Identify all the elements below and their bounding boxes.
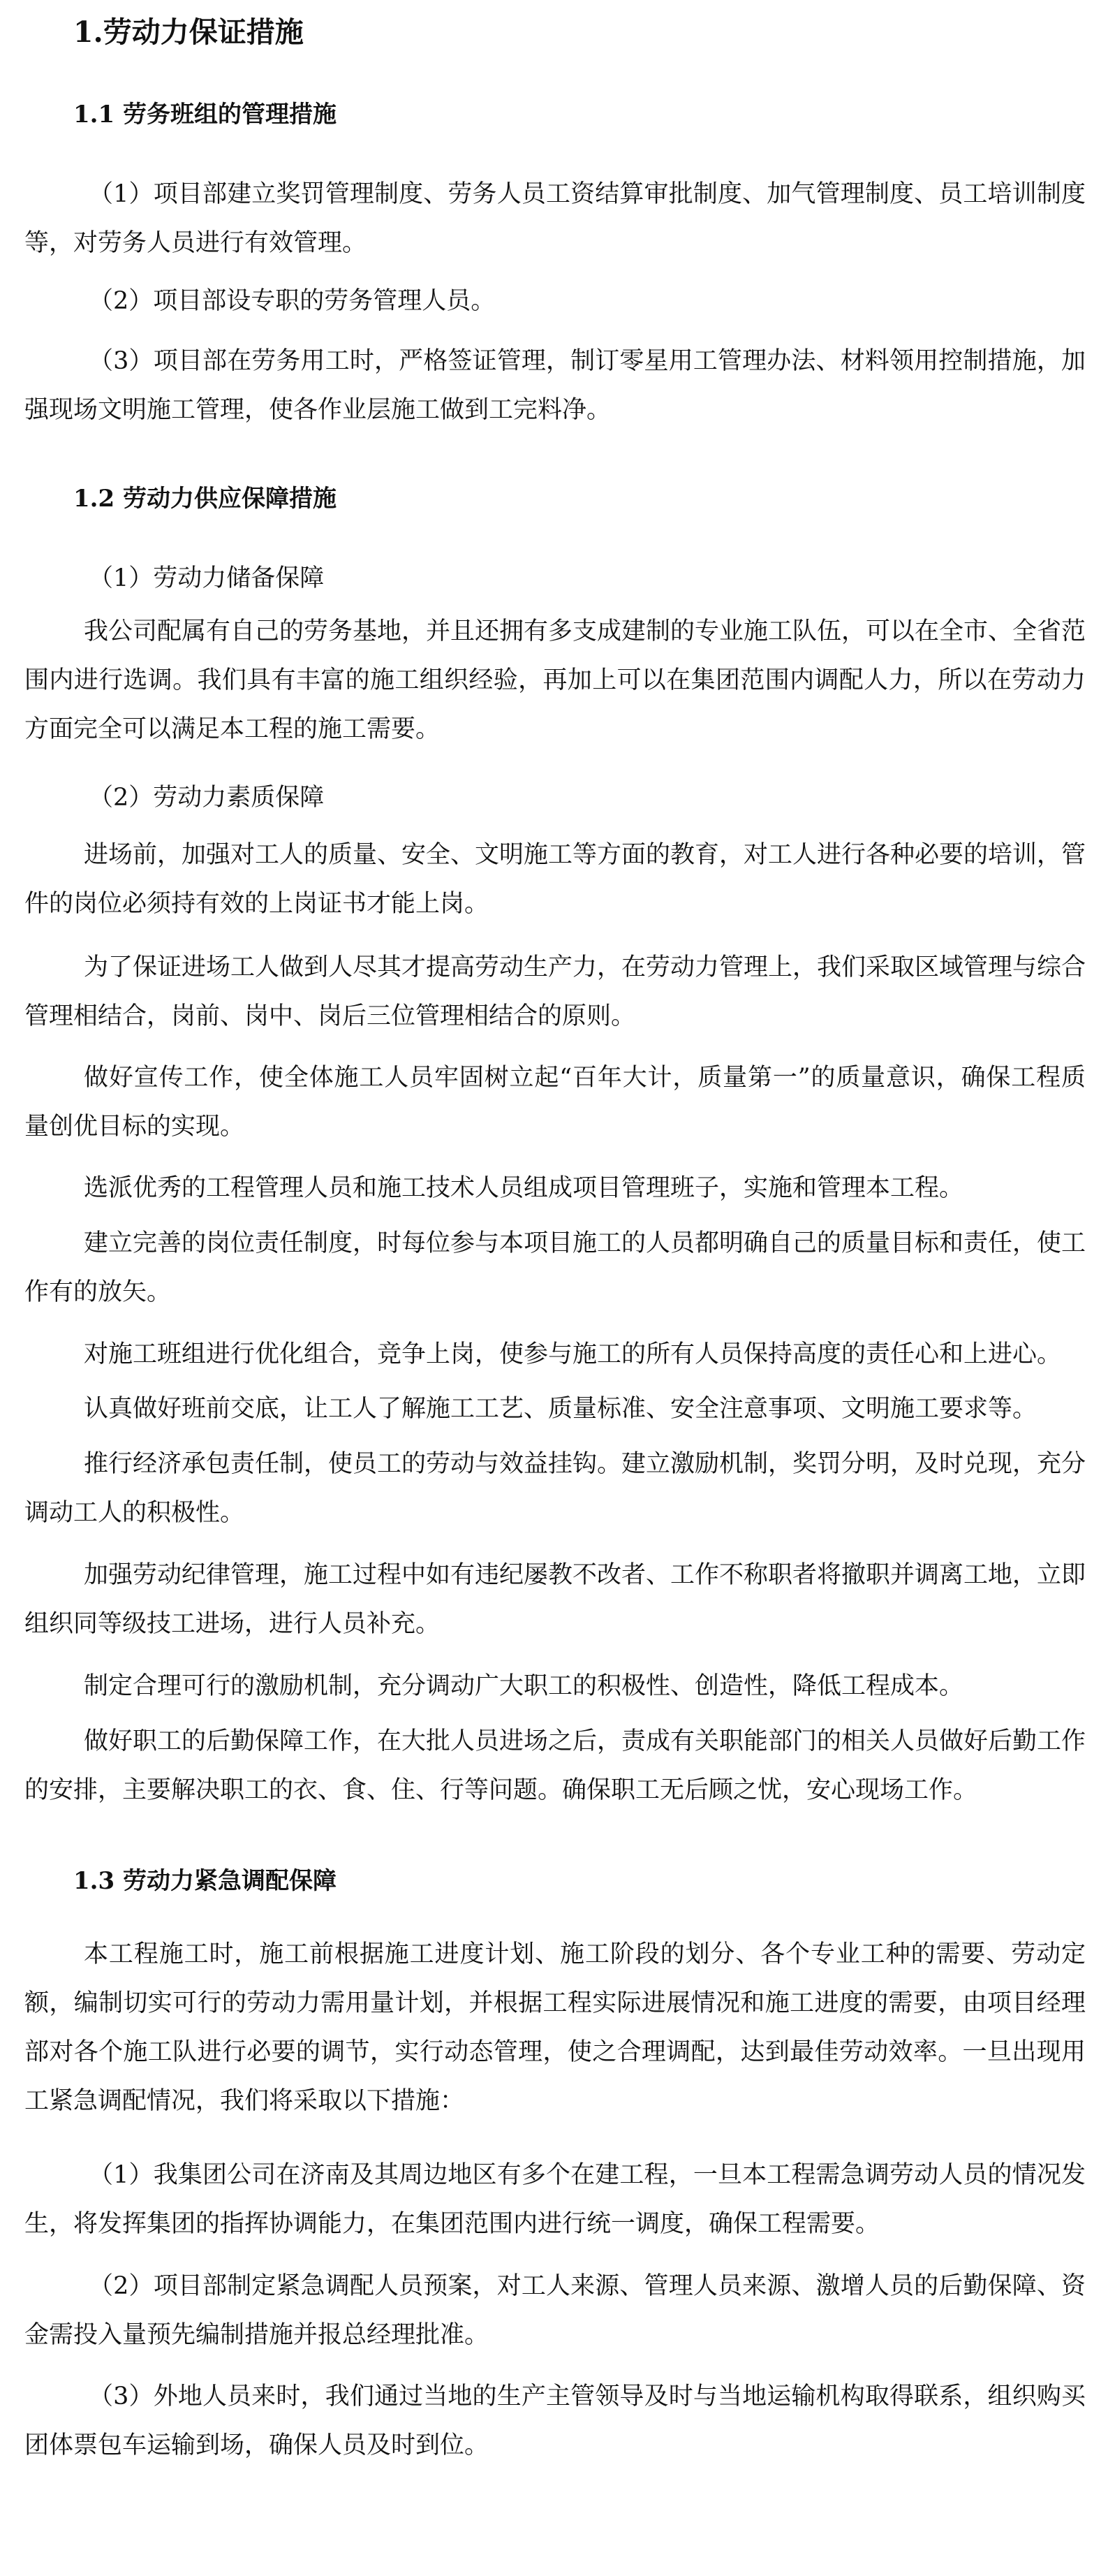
paragraph: 建立完善的岗位责任制度，时每位参与本项目施工的人员都明确自己的质量目标和责任，使工作有的放矢。: [24, 1229, 1086, 1306]
paragraph: （2）劳动力素质保障: [89, 784, 325, 812]
paragraph: （3）项目部在劳务用工时，严格签证管理，制订零星用工管理办法、材料领用控制措施，加强现场文明施工管理，使各作业层施工做到工完料净。: [24, 347, 1086, 424]
paragraph: （1）我集团公司在济南及其周边地区有多个在建工程，一旦本工程需急调劳动人员的情况发生，将发挥集团的指挥协调能力，在集团范围内进行统一调度，确保工程需要。: [24, 2161, 1086, 2238]
paragraph: 认真做好班前交底，让工人了解施工工艺、质量标准、安全注意事项、文明施工要求等。: [84, 1395, 1037, 1423]
paragraph: 我公司配属有自己的劳务基地，并且还拥有多支成建制的专业施工队伍，可以在全市、全省范围内进行选调。我们具有丰富的施工组织经验，再加上可以在集团范围内调配人力，所以在劳动力方面完全可以满足本工程的施工需要。: [24, 617, 1086, 743]
paragraph: 对施工班组进行优化组合，竞争上岗，使参与施工的所有人员保持高度的责任心和上进心。: [84, 1340, 1062, 1368]
paragraph: （2）项目部制定紧急调配人员预案，对工人来源、管理人员来源、激增人员的后勤保障、资金需投入量预先编制措施并报总经理批准。: [24, 2272, 1086, 2349]
paragraph: （2）项目部设专职的劳务管理人员。: [89, 287, 496, 315]
paragraph: （1）项目部建立奖罚管理制度、劳务人员工资结算审批制度、加气管理制度、员工培训制度等，对劳务人员进行有效管理。: [24, 180, 1086, 257]
paragraph: （3）外地人员来时，我们通过当地的生产主管领导及时与当地运输机构取得联系，组织购买团体票包车运输到场，确保人员及时到位。: [24, 2383, 1086, 2459]
paragraph: 选派优秀的工程管理人员和施工技术人员组成项目管理班子，实施和管理本工程。: [84, 1174, 964, 1202]
paragraph: （1）劳动力储备保障: [89, 564, 325, 592]
paragraph: 推行经济承包责任制，使员工的劳动与效益挂钩。建立激励机制，奖罚分明，及时兑现，充分调动工人的积极性。: [24, 1450, 1086, 1527]
document-title: 1.劳动力保证措施: [73, 15, 304, 49]
section-heading-1-2: 1.2 劳动力供应保障措施: [73, 485, 337, 513]
paragraph: 做好宣传工作，使全体施工人员牢固树立起“百年大计，质量第一”的质量意识，确保工程质量创优目标的实现。: [24, 1064, 1086, 1141]
paragraph: 本工程施工时，施工前根据施工进度计划、施工阶段的划分、各个专业工种的需要、劳动定额，编制切实可行的劳动力需用量计划，并根据工程实际进展情况和施工进度的需要，由项目经理部对各个施工队进行必要的调节，实行动态管理，使之合理调配，达到最佳劳动效率。一旦出现用工紧急调配情况，我们将采取以下措施：: [24, 1940, 1086, 2115]
section-heading-1-1: 1.1 劳务班组的管理措施: [73, 101, 337, 129]
paragraph: 加强劳动纪律管理，施工过程中如有违纪屡教不改者、工作不称职者将撤职并调离工地，立即组织同等级技工进场，进行人员补充。: [24, 1561, 1086, 1638]
section-heading-1-3: 1.3 劳动力紧急调配保障: [73, 1867, 337, 1895]
paragraph: 为了保证进场工人做到人尽其才提高劳动生产力，在劳动力管理上，我们采取区域管理与综合管理相结合，岗前、岗中、岗后三位管理相结合的原则。: [24, 953, 1086, 1030]
paragraph: 制定合理可行的激励机制，充分调动广大职工的积极性、创造性，降低工程成本。: [84, 1672, 964, 1700]
paragraph: 做好职工的后勤保障工作，在大批人员进场之后，责成有关职能部门的相关人员做好后勤工作的安排，主要解决职工的衣、食、住、行等问题。确保职工无后顾之忧，安心现场工作。: [24, 1727, 1086, 1804]
paragraph: 进场前，加强对工人的质量、安全、文明施工等方面的教育，对工人进行各种必要的培训，管件的岗位必须持有效的上岗证书才能上岗。: [24, 841, 1086, 918]
